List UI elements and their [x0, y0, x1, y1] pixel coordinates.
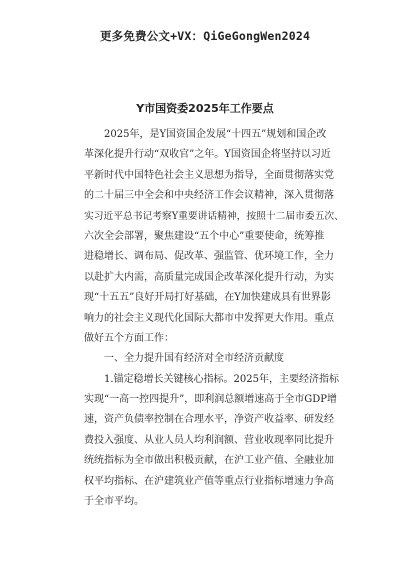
section-heading: 一、全力提升国有经济对全市经济贡献度	[104, 353, 284, 365]
body-line: 六次全会部署，聚焦建设“五个中心”重要使命，统筹推	[84, 230, 325, 242]
body-line: 速，资产负债率控制在合理水平，净资产收益率、研发经	[84, 414, 334, 426]
body-line: 进稳增长、调布局、促改革、强监管、优环境工作，全力	[84, 251, 334, 263]
body-line: 实习近平总书记考察Y重要讲话精神，按照十二届市委五次、	[84, 210, 344, 222]
body-line: 1.锚定稳增长关键核心指标。2025年，主要经济指标	[104, 373, 339, 385]
body-line: 费投入强度、从业人员人均利润额、营业收现率同比提升	[84, 434, 334, 446]
body-line: 于全市平均。	[84, 496, 144, 508]
body-line: 响力的社会主义现代化国际大都市中发挥更大作用。重点	[84, 312, 334, 324]
body-line: 统统指标为全市做出积极贡献，在沪工业产值、全融业加	[84, 455, 334, 467]
body-line: 革深化提升行动“双收官”之年。Y国资国企将坚持以习近	[84, 149, 331, 161]
body-line: 的二十届三中全会和中央经济工作会议精神，深入贯彻落	[84, 190, 334, 202]
body-line: 实现“一高一控四提升”，即利润总额增速高于全市GDP增	[84, 394, 337, 406]
body-line: 2025年，是Y国资国企发展“十四五”规划和国企改	[104, 129, 327, 140]
body-line: 平新时代中国特色社会主义思想为指导，全面贯彻落实党	[84, 169, 334, 181]
body-line: 现“十五五”良好开局打好基础，在Y加快建成具有世界影	[84, 292, 331, 304]
body-line: 权平均指标、在沪建筑业产值等重点行业指标增速力争高	[84, 475, 334, 487]
promo-banner: 更多免费公文+VX：QiGeGongWen2024	[99, 29, 311, 43]
document-title: Y市国资委2025年工作要点	[136, 102, 274, 115]
document-body	[84, 125, 349, 512]
body-line: 以赴扩大内需，高质量完成国企改革深化提升行动，为实	[84, 271, 334, 283]
body-line: 做好五个方面工作：	[84, 332, 174, 344]
